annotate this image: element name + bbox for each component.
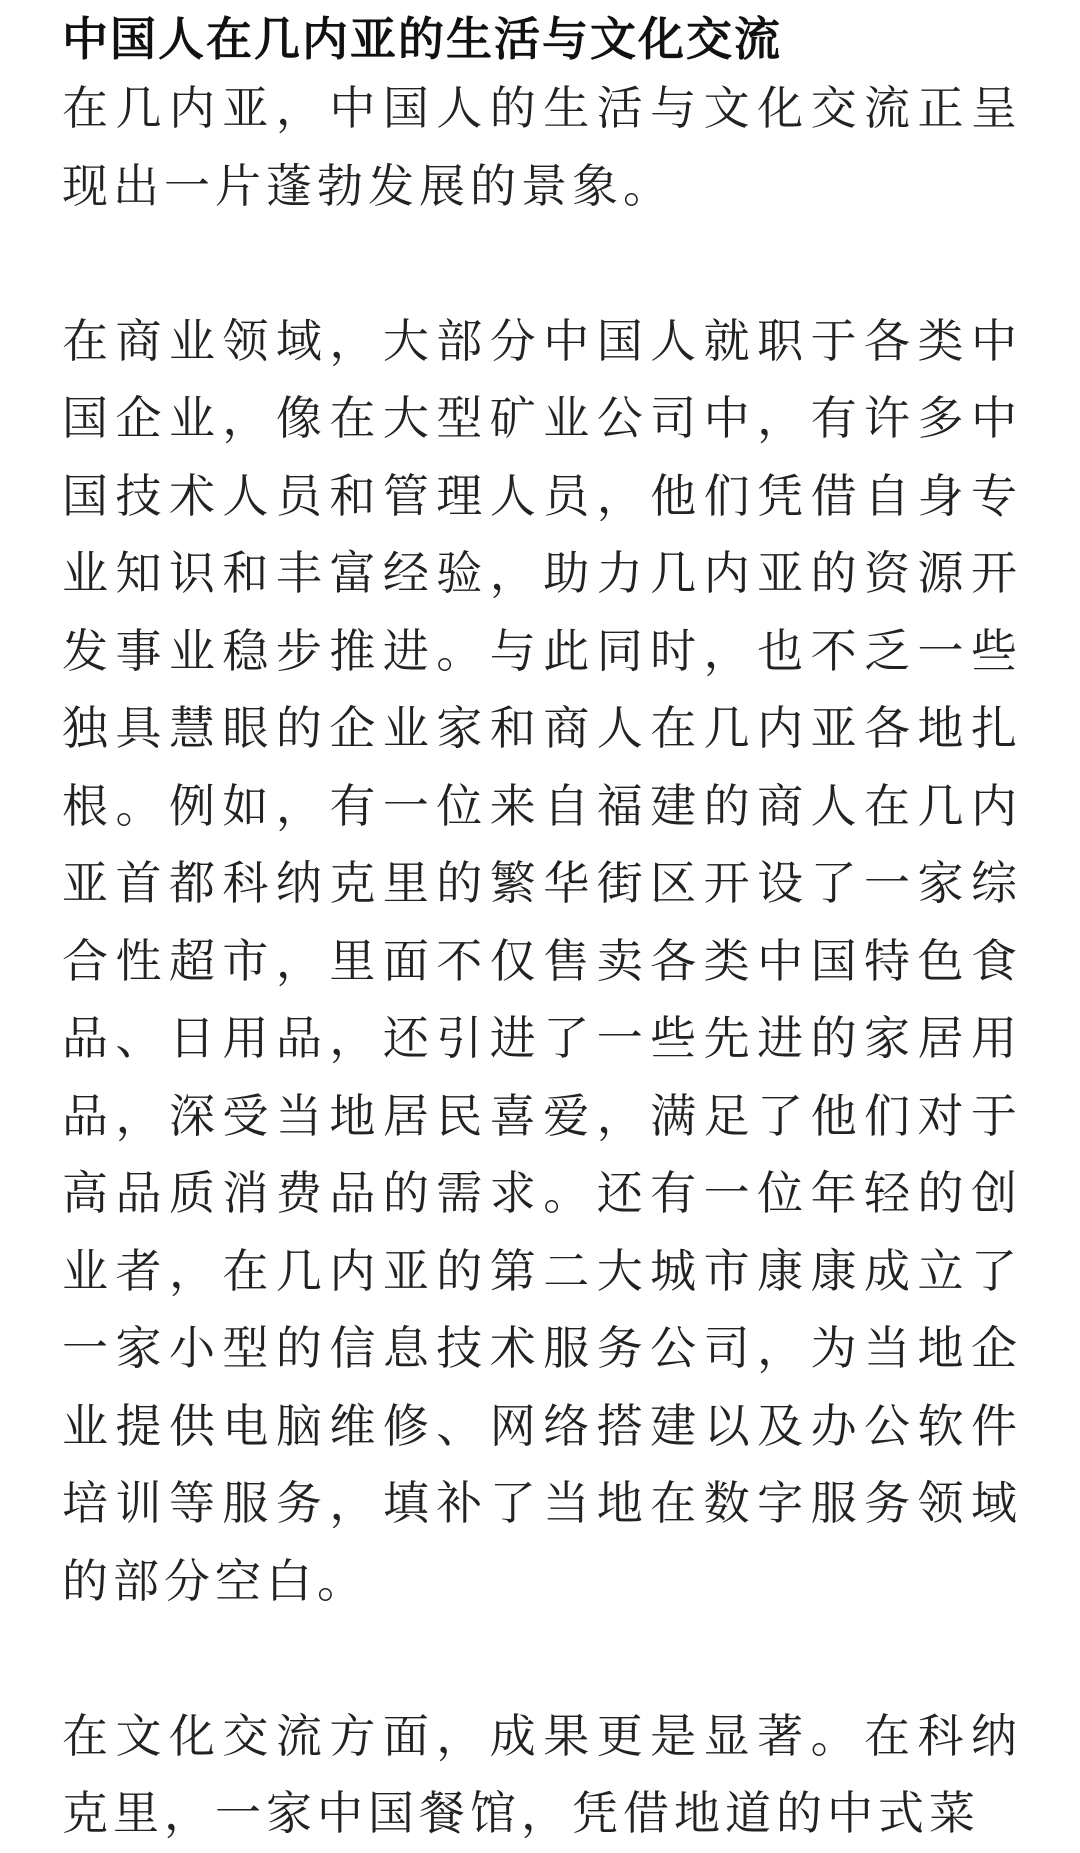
article-paragraph-business: 在商业领域，大部分中国人就职于各类中国企业，像在大型矿业公司中，有许多中国技术人员和管理人员，他们凭借自身专业知识和丰富经验，助力几内亚的资源开发事业稳步推进。与此同时，也不乏一些独具慧眼的企业家和商人在几内亚各地扎根。例如，有一位来自福建的商人在几内亚首都科纳克里的繁华街区开设了一家综合性超市，里面不仅售卖各类中国特色食品、日用品，还引进了一些先进的家居用品，深受当地居民喜爱，满足了他们对于高品质消费品的需求。还有一位年轻的创业者，在几内亚的第二大城市康康成立了一家小型的信息技术服务公司，为当地企业提供电脑维修、网络搭建以及办公软件培训等服务，填补了当地在数字服务领域的部分空白。 [62, 313, 1022, 1608]
article-title: 中国人在几内亚的生活与文化交流 [62, 12, 782, 66]
article-paragraph-intro: 在几内亚，中国人的生活与文化交流正呈现出一片蓬勃发展的景象。 [62, 81, 1022, 213]
article-paragraph-culture: 在文化交流方面，成果更是显著。在科纳克里，一家中国餐馆，凭借地道的中式菜 [62, 1708, 1022, 1840]
article [62, 0, 1022, 1853]
